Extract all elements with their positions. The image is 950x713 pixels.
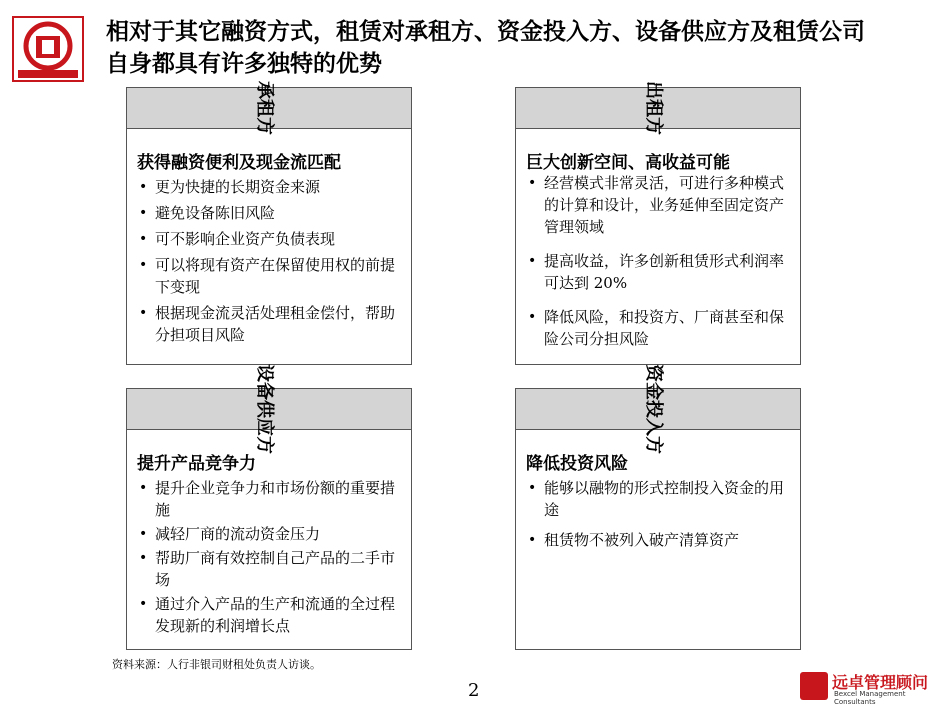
list-item: • 经营模式非常灵活，可进行多种模式的计算和设计，业务延伸至固定资产管理领域 bbox=[526, 172, 792, 238]
box-subtitle: 提升产品竞争力 bbox=[137, 454, 256, 474]
page-number: 2 bbox=[468, 680, 480, 701]
list-item: • 通过介入产品的生产和流通的全过程发现新的利润增长点 bbox=[137, 593, 403, 637]
bullet-list bbox=[526, 477, 792, 555]
bullet-list bbox=[526, 172, 792, 354]
page-title: 相对于其它融资方式，租赁对承租方、资金投入方、设备供应方及租赁公司自身都具有许多独特的优势 bbox=[106, 19, 865, 77]
source-note: 资料来源：人行非银司财租处负责人访谈。 bbox=[112, 658, 321, 671]
brand-mark-icon bbox=[800, 672, 828, 700]
list-item: • 可以将现有资产在保留使用权的前提下变现 bbox=[137, 254, 403, 298]
box-heading: 出租方 bbox=[643, 81, 664, 135]
list-item: • 可不影响企业资产负债表现 bbox=[137, 228, 403, 250]
bullet-list bbox=[137, 477, 403, 641]
list-item: • 提升企业竞争力和市场份额的重要措施 bbox=[137, 477, 403, 521]
list-item: • 提高收益，许多创新租赁形式利润率可达到 20% bbox=[526, 250, 792, 294]
list-item: • 租赁物不被列入破产清算资产 bbox=[526, 529, 792, 551]
list-item: • 更为快捷的长期资金来源 bbox=[137, 176, 403, 198]
minmetals-logo bbox=[12, 16, 84, 82]
box-heading: 资金投入方 bbox=[643, 364, 664, 454]
box-subtitle: 降低投资风险 bbox=[526, 454, 628, 474]
list-item: • 能够以融物的形式控制投入资金的用途 bbox=[526, 477, 792, 521]
brand-english-name: Bexcel Management Consultants bbox=[834, 690, 906, 706]
box-heading: 设备供应方 bbox=[254, 364, 275, 454]
box-subtitle: 巨大创新空间、高收益可能 bbox=[526, 153, 730, 173]
list-item: • 帮助厂商有效控制自己产品的二手市场 bbox=[137, 547, 403, 591]
list-item: • 避免设备陈旧风险 bbox=[137, 202, 403, 224]
list-item: • 降低风险，和投资方、厂商甚至和保险公司分担风险 bbox=[526, 306, 792, 350]
brand-logo bbox=[800, 670, 940, 704]
list-item: • 减轻厂商的流动资金压力 bbox=[137, 523, 403, 545]
bullet-list bbox=[137, 176, 403, 350]
box-subtitle: 获得融资便利及现金流匹配 bbox=[137, 153, 341, 173]
brand-name: 远卓管理顾问 bbox=[832, 673, 929, 692]
box-heading: 承租方 bbox=[254, 81, 275, 135]
list-item: • 根据现金流灵活处理租金偿付，帮助分担项目风险 bbox=[137, 302, 403, 346]
